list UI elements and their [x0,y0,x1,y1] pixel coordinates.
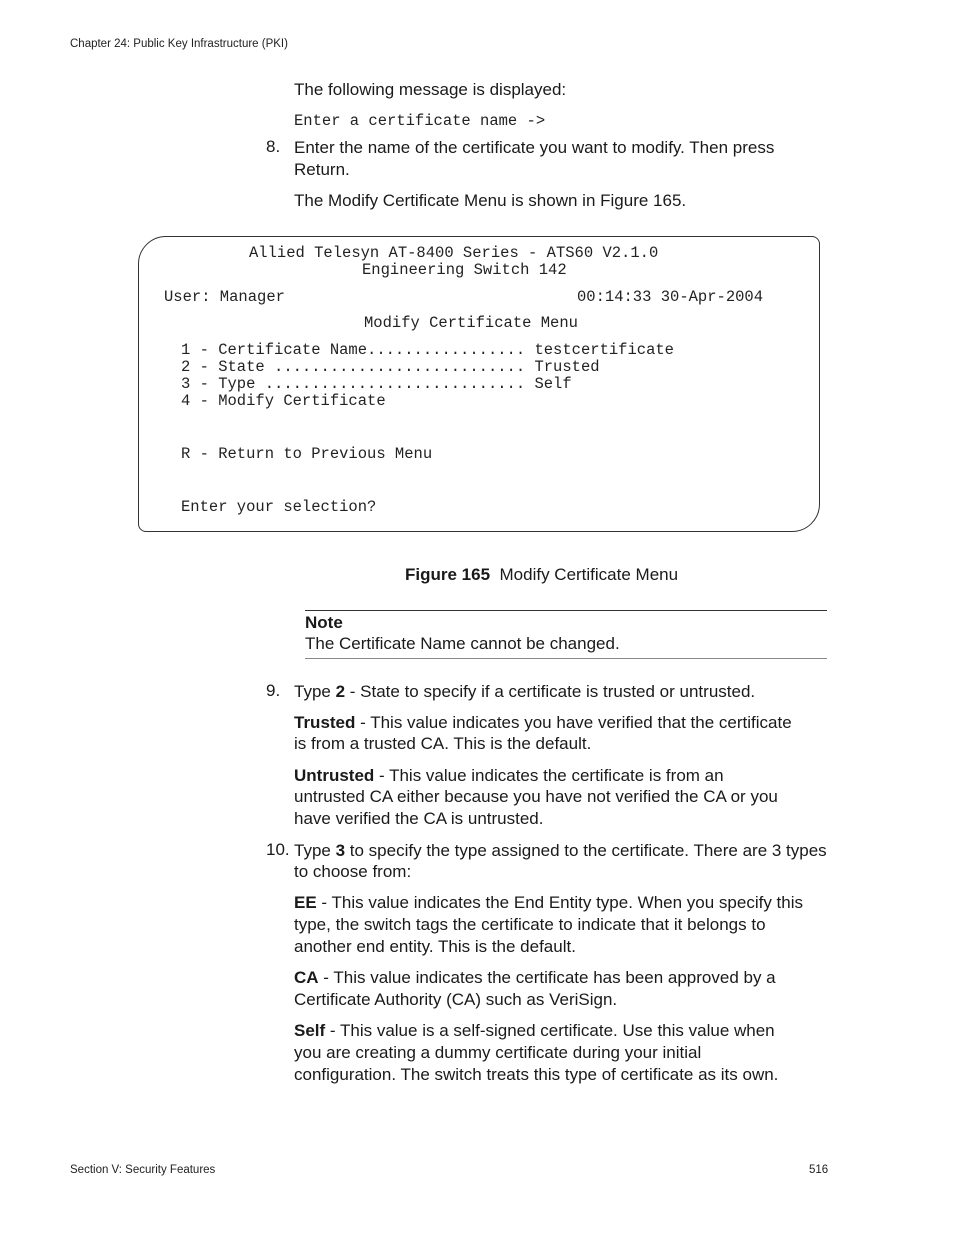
step-8-number: 8. [266,137,281,156]
untrusted-description-line3: have verified the CA is untrusted. [294,809,544,828]
step-9-number: 9. [266,681,281,700]
step-10-text-line2: to choose from: [294,862,412,881]
untrusted-term: Untrusted [294,766,375,785]
step-8-text-line2: Return. [294,160,350,179]
note-box [305,610,827,659]
figure-reference-text: The Modify Certificate Menu is shown in Figure 165. [294,191,687,210]
untrusted-description-line2: untrusted CA either because you have not verified the CA or you [294,787,778,806]
step-8-text-line1: Enter the name of the certificate you want to modify. Then press [294,138,775,157]
step-10-text-line1: Type 3 to specify the type assigned to the certificate. There are 3 types [294,841,827,860]
terminal-title-line2: Engineering Switch 142 [362,261,567,279]
footer-section: Section V: Security Features [70,1164,216,1176]
ee-description-line1: EE - This value indicates the End Entity type. When you specify this [294,893,804,912]
terminal-title-line1: Allied Telesyn AT-8400 Series - ATS60 V2.1.0 [249,244,659,262]
step-10-number: 10. [266,840,290,859]
trusted-description-line2: is from a trusted CA. This is the default. [294,734,592,753]
terminal-screen [138,236,820,532]
figure-caption-text: Modify Certificate Menu [499,565,679,584]
figure-label: Figure 165 [405,565,491,584]
ee-description-line3: another end entity. This is the default. [294,937,576,956]
note-text: The Certificate Name cannot be changed. [305,634,620,653]
ee-description-line2: type, the switch tags the certificate to indicate that it belongs to [294,915,766,934]
selection-prompt[interactable]: Enter your selection? [181,498,377,516]
self-description-line1: Self - This value is a self-signed certificate. Use this value when [294,1021,775,1040]
page-number: 516 [809,1164,829,1176]
certificate-name-prompt: Enter a certificate name -> [294,112,546,130]
message-label: The following message is displayed: [294,80,567,99]
chapter-header: Chapter 24: Public Key Infrastructure (PKI) [70,38,288,50]
self-term: Self [294,1021,326,1040]
trusted-description-line1: Trusted - This value indicates you have verified that the certificate [294,713,792,732]
menu-item-return[interactable]: R - Return to Previous Menu [181,445,433,463]
terminal-timestamp: 00:14:33 30-Apr-2004 [577,288,764,306]
figure-caption [405,564,678,586]
ca-description-line1: CA - This value indicates the certificate has been approved by a [294,968,776,987]
terminal-menu-title: Modify Certificate Menu [364,314,578,332]
menu-item-modify-certificate[interactable]: 4 - Modify Certificate [181,392,386,410]
self-description-line2: you are creating a dummy certificate during your initial [294,1043,702,1062]
self-description-line3: configuration. The switch treats this type of certificate as its own. [294,1065,779,1084]
note-heading: Note [305,613,343,632]
menu-item-certificate-name[interactable]: 1 - Certificate Name................. testcertificate [181,341,674,359]
step-9-text: Type 2 - State to specify if a certificate is trusted or untrusted. [294,682,756,701]
ca-description-line2: Certificate Authority (CA) such as VeriSign. [294,990,618,1009]
trusted-term: Trusted [294,713,356,732]
terminal-user: User: Manager [164,288,285,306]
menu-item-type[interactable]: 3 - Type ............................ Self [181,375,572,393]
untrusted-description-line1: Untrusted - This value indicates the certificate is from an [294,766,724,785]
menu-item-state[interactable]: 2 - State ........................... Trusted [181,358,600,376]
ee-term: EE [294,893,317,912]
ca-term: CA [294,968,319,987]
